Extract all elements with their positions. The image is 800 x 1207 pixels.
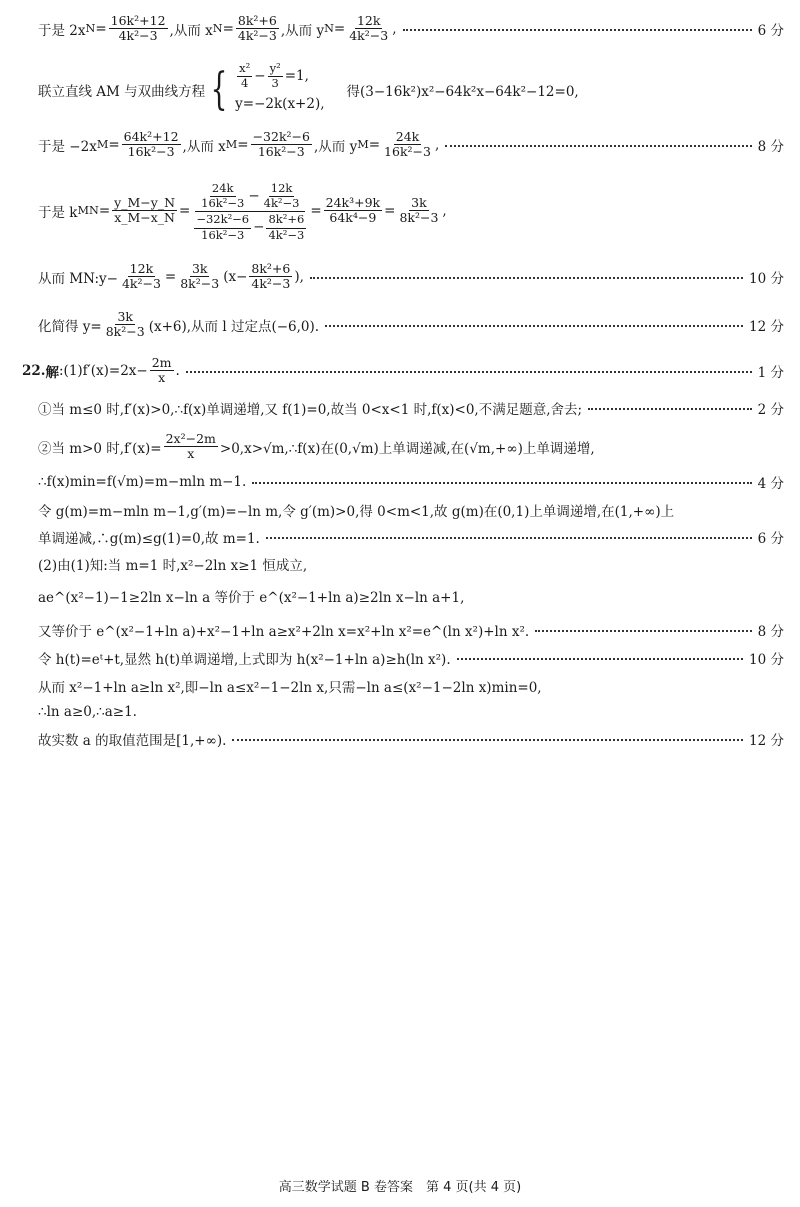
numerator: 8k²+6 (251, 261, 291, 276)
fraction (249, 262, 292, 292)
numerator: 8k²+6 (237, 13, 277, 28)
text-segment: , (434, 136, 440, 153)
text-segment: = (368, 136, 381, 153)
solution-line (38, 676, 784, 696)
text-segment: (x− (223, 268, 248, 285)
numerator: 24k³+9k (325, 195, 381, 211)
page-footer: 高三数学试题 B 卷答案 第 4 页(共 4 页) (278, 1180, 522, 1195)
solution-line (38, 554, 784, 574)
numerator: y_M−y_N (114, 195, 176, 211)
leader-dots (232, 739, 743, 741)
score-label: 2 分 (757, 402, 784, 418)
solution-line (22, 356, 784, 386)
subscript: N (212, 22, 223, 36)
text-segment: = (95, 20, 107, 37)
text-segment: − (248, 187, 260, 204)
denominator: 8k²−3 (105, 324, 145, 340)
leader-dots (445, 145, 751, 147)
text-segment: = (310, 202, 322, 219)
text-segment: , (442, 202, 447, 219)
numerator: 2x²−2m (165, 431, 216, 446)
denominator: 64k⁴−9 (329, 210, 377, 226)
subscript: M (96, 138, 109, 152)
line-text: 故实数 a 的取值范围是[1,+∞). (38, 733, 227, 749)
fraction (150, 356, 174, 386)
denominator: 16k²−3 (127, 144, 175, 160)
denominator: x (158, 370, 166, 386)
fraction (104, 310, 147, 340)
solution-line (38, 130, 784, 160)
text-segment: . (175, 362, 180, 379)
solution-line (38, 704, 784, 720)
denominator: x_M−x_N (114, 210, 175, 226)
text-segment: 得(3−16k²)x²−64k²x−64k²−12=0, (346, 84, 579, 100)
text-segment: ,从而 x (182, 138, 226, 155)
text-segment: 于是 k (38, 204, 78, 221)
solution-line (38, 729, 784, 749)
solution-line (38, 620, 784, 640)
numerator: 3k (191, 261, 208, 276)
denominator: 4k²−3 (349, 28, 389, 44)
score-label: 10 分 (749, 652, 784, 668)
text-segment: ), (294, 268, 304, 285)
text-segment: − (254, 68, 266, 84)
numerator: −32k²−6 (252, 129, 310, 144)
fraction (324, 196, 383, 226)
denominator: x (187, 446, 195, 462)
leader-dots (310, 277, 743, 279)
system-row (235, 62, 324, 90)
denominator: 16k²−3 (201, 227, 245, 242)
text-segment: = (164, 268, 177, 285)
line-text: ae^(x²−1)−1≥2ln x−ln a 等价于 e^(x²−1+ln a)≥2ln x−ln a+1, (38, 590, 465, 606)
solution-line (38, 472, 784, 492)
solution-line (38, 14, 784, 44)
numerator: 3k (117, 309, 133, 324)
fraction (397, 196, 440, 226)
text-segment: 于是 −2x (38, 138, 97, 155)
numerator: 24k (210, 181, 236, 197)
text-segment: y=−2k(x+2), (235, 96, 325, 112)
fraction (194, 212, 251, 241)
fraction (120, 262, 163, 292)
denominator: 4k²−3 (268, 227, 305, 242)
leader-dots (588, 408, 752, 410)
line-text: 从而 x²−1+ln a≥ln x²,即−ln a≤x²−1−2ln x,只需−ln a≤(x²−1−2ln x)min=0, (38, 680, 542, 696)
text-segment: 于是 2x (38, 22, 86, 39)
answer-label: 解 (45, 364, 59, 381)
solution-line (38, 62, 784, 118)
leader-dots (266, 537, 752, 539)
denominator: 4k²−3 (251, 276, 291, 292)
line-text: ∴ln a≥0,∴a≥1. (38, 704, 137, 720)
denominator: 4k²−3 (263, 196, 300, 211)
fraction (164, 432, 218, 462)
solution-line (38, 262, 784, 292)
fraction (268, 62, 283, 89)
fraction (237, 62, 252, 89)
line-text: 又等价于 e^(x²−1+ln a)+x²−1+ln a≥x²+2ln x=x²+ln x²=e^(ln x²)+ln x². (38, 624, 530, 640)
denominator: 4k²−3 (237, 28, 277, 44)
score-label: 1 分 (757, 364, 784, 381)
subscript: M (225, 138, 238, 152)
score-label: 6 分 (757, 531, 784, 547)
score-label: 4 分 (757, 476, 784, 492)
numerator: 3k (411, 195, 427, 211)
text-segment: = (333, 20, 346, 37)
solution-line (38, 500, 784, 520)
numerator: 12k (129, 261, 154, 276)
numerator: 12k (269, 181, 295, 197)
brace-symbol: { (210, 64, 228, 115)
text-segment: >0,x>√m,∴f(x)在(0,√m)上单调递减,在(√m,+∞)上单调递增, (219, 440, 595, 457)
denominator: 4 (241, 75, 249, 90)
text-segment: = (237, 136, 249, 153)
text-segment: ,从而 x (169, 22, 213, 39)
solution-line (38, 180, 784, 242)
fraction (347, 14, 390, 44)
leader-dots (252, 482, 751, 484)
question-number: 22. (22, 362, 46, 379)
score-label: 12 分 (749, 318, 784, 335)
numerator: 12k (356, 13, 381, 28)
text-segment: =1, (284, 68, 309, 84)
leader-dots (403, 29, 752, 31)
text-segment: 联立直线 AM 与双曲线方程 (38, 84, 206, 100)
text-segment: = (98, 202, 111, 219)
leader-dots (186, 371, 752, 373)
denominator: 3 (271, 75, 279, 90)
line-text: ①当 m≤0 时,f′(x)>0,∴f(x)单调递增,又 f(1)=0,故当 0<x<1 时,f(x)<0,不满足题意,舍去; (38, 402, 583, 418)
subscript: N (324, 22, 334, 36)
text-segment: = (179, 202, 191, 219)
subscript: MN (77, 204, 99, 218)
score-label: 8 分 (757, 624, 784, 640)
equation-system (205, 62, 324, 118)
fraction (251, 130, 312, 160)
text-segment: ②当 m>0 时,f′(x)= (38, 440, 162, 457)
leader-dots (325, 325, 743, 327)
text-segment: − (253, 219, 265, 236)
numerator: 16k²+12 (110, 13, 166, 28)
fraction (266, 212, 306, 241)
fraction (199, 181, 246, 210)
denominator: 16k²−3 (201, 196, 245, 211)
fraction (109, 14, 168, 44)
numerator: 24k (395, 129, 420, 144)
leader-dots (457, 658, 743, 660)
score-label: 8 分 (757, 138, 784, 155)
solution-line (38, 648, 784, 668)
numerator: 8k²+6 (266, 212, 306, 228)
text-segment: = (384, 202, 396, 219)
text-segment: :(1)f′(x)=2x− (59, 362, 148, 379)
subscript: N (85, 22, 96, 36)
denominator: 8k²−3 (399, 210, 439, 226)
leader-dots (535, 630, 751, 632)
solution-line (38, 432, 784, 462)
score-label: 12 分 (749, 733, 784, 749)
fraction (382, 130, 433, 160)
fraction (112, 196, 177, 226)
solution-line (38, 310, 784, 340)
solution-line (38, 586, 784, 606)
denominator: 16k²−3 (384, 144, 431, 160)
fraction (178, 262, 221, 292)
fraction (122, 130, 181, 160)
denominator: 4k²−3 (121, 276, 161, 292)
text-segment: 化简得 y= (38, 318, 102, 335)
solution-line (38, 527, 784, 547)
line-text: 令 g(m)=m−mln m−1,g′(m)=−ln m,令 g′(m)>0,得 0<m<1,故 g(m)在(0,1)上单调递增,在(1,+∞)上 (38, 504, 675, 520)
fraction (262, 181, 302, 210)
denominator: 4k²−3 (118, 28, 158, 44)
text-segment: (x+6),从而 l 过定点(−6,0). (148, 318, 320, 335)
numerator: 64k²+12 (123, 129, 179, 144)
line-text: 单调递减,∴g(m)≤g(1)=0,故 m=1. (38, 531, 260, 547)
solution-line (38, 398, 784, 418)
fraction (236, 14, 279, 44)
text-segment: = (222, 20, 234, 37)
text-segment: ,从而 y (280, 22, 325, 39)
score-label: 6 分 (757, 22, 784, 39)
text-segment: , (392, 20, 397, 37)
line-text: 令 h(t)=eᵗ+t,显然 h(t)单调递增,上式即为 h(x²−1+ln a)≥h(ln x²). (38, 652, 451, 668)
subscript: M (357, 138, 369, 152)
text-segment: 从而 MN:y− (38, 270, 118, 287)
text-segment: ,从而 y (313, 138, 358, 155)
denominator: 8k²−3 (180, 276, 220, 292)
line-text: (2)由(1)知:当 m=1 时,x²−2ln x≥1 恒成立, (38, 558, 308, 574)
text-segment: = (108, 136, 120, 153)
compound-fraction (192, 180, 308, 242)
numerator: x² (239, 61, 251, 76)
numerator: y² (269, 61, 281, 76)
denominator: 16k²−3 (257, 144, 305, 160)
score-label: 10 分 (749, 270, 784, 287)
numerator: 2m (151, 355, 172, 370)
line-text: ∴f(x)min=f(√m)=m−mln m−1. (38, 474, 247, 490)
system-row (235, 90, 324, 118)
numerator: −32k²−6 (194, 212, 251, 228)
